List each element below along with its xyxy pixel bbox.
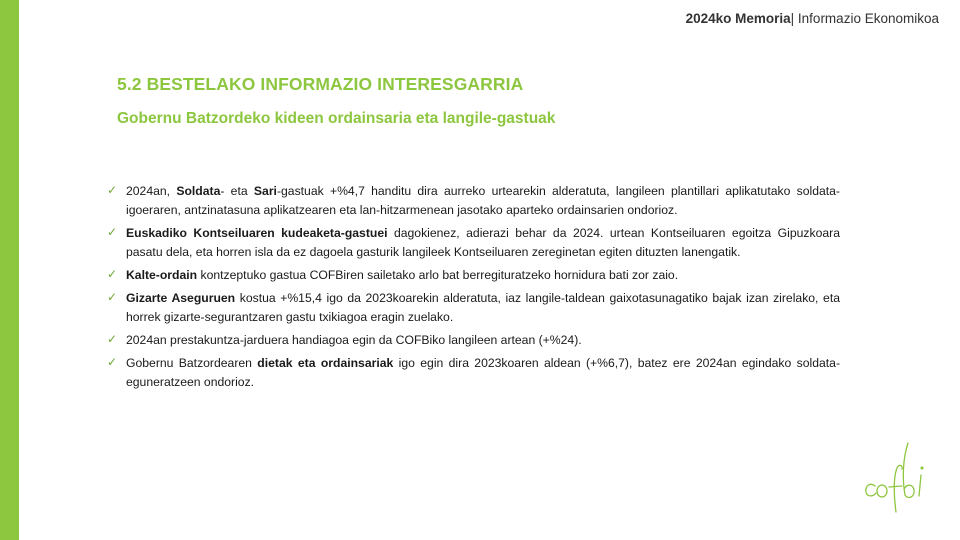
bullet-item: ✓ Euskadiko Kontseiluaren kudeaketa-gastuei dagokienez, adierazi behar da 2024. urtean Kontseiluaren egoitza Gipuzkoara pasatu dela, eta horren isla da ez dagoela gasturik langileek Kontseiluaren zereginetan egiten dituzten lanengatik. xyxy=(107,225,840,259)
bullet-item: ✓ Kalte-ordain kontzeptuko gastua COFBiren sailetako arlo bat berregituratzeko hornidura bati zor zaio. xyxy=(107,267,679,282)
checkmark-icon: ✓ xyxy=(107,290,118,304)
header-separator: | xyxy=(790,11,798,26)
checkmark-icon: ✓ xyxy=(107,267,118,281)
left-accent-bar xyxy=(0,0,19,540)
checkmark-icon: ✓ xyxy=(107,332,118,346)
bullet-item: ✓ 2024an, Soldata- eta Sari-gastuak +%4,7 handitu dira aurreko urtearekin alderatuta, langileen plantillari aplikatutako soldata-igoeraren, antzinatasuna aplikatzearen eta lan-hitzarmenean jasotako aparteko ordainsarien ondorioz. xyxy=(107,183,840,217)
bullet-item: ✓ Gobernu Batzordearen dietak eta ordainsariak igo egin dira 2023koaren aldean (+%6,7), batez ere 2024an egindako soldata-eguneratzeen ondorioz. xyxy=(107,355,841,389)
section-title: 5.2 BESTELAKO INFORMAZIO INTERESGARRIA xyxy=(117,74,524,94)
checkmark-icon: ✓ xyxy=(107,355,118,369)
checkmark-icon: ✓ xyxy=(107,183,118,197)
header-section: Informazio Ekonomikoa xyxy=(797,11,939,26)
bullet-list xyxy=(107,182,840,396)
page-header xyxy=(686,11,939,26)
checkmark-icon: ✓ xyxy=(107,225,118,239)
header-memoria: 2024ko Memoria xyxy=(685,11,791,26)
bullet-item: ✓ 2024an prestakuntza-jarduera handiagoa egin da COFBiko langileen artean (+%24). xyxy=(107,332,582,347)
section-subtitle: Gobernu Batzordeko kideen ordainsaria eta langile-gastuak xyxy=(117,110,556,127)
cofbi-logo xyxy=(862,438,932,518)
bullet-item: ✓ Gizarte Aseguruen kostua +%15,4 igo da 2023koarekin alderatuta, iaz langile-taldean gaixotasunagatiko bajak izan zirelako, eta horrek gizarte-segurantzaren gastu txikiagoa eragin zuelako. xyxy=(107,290,840,324)
